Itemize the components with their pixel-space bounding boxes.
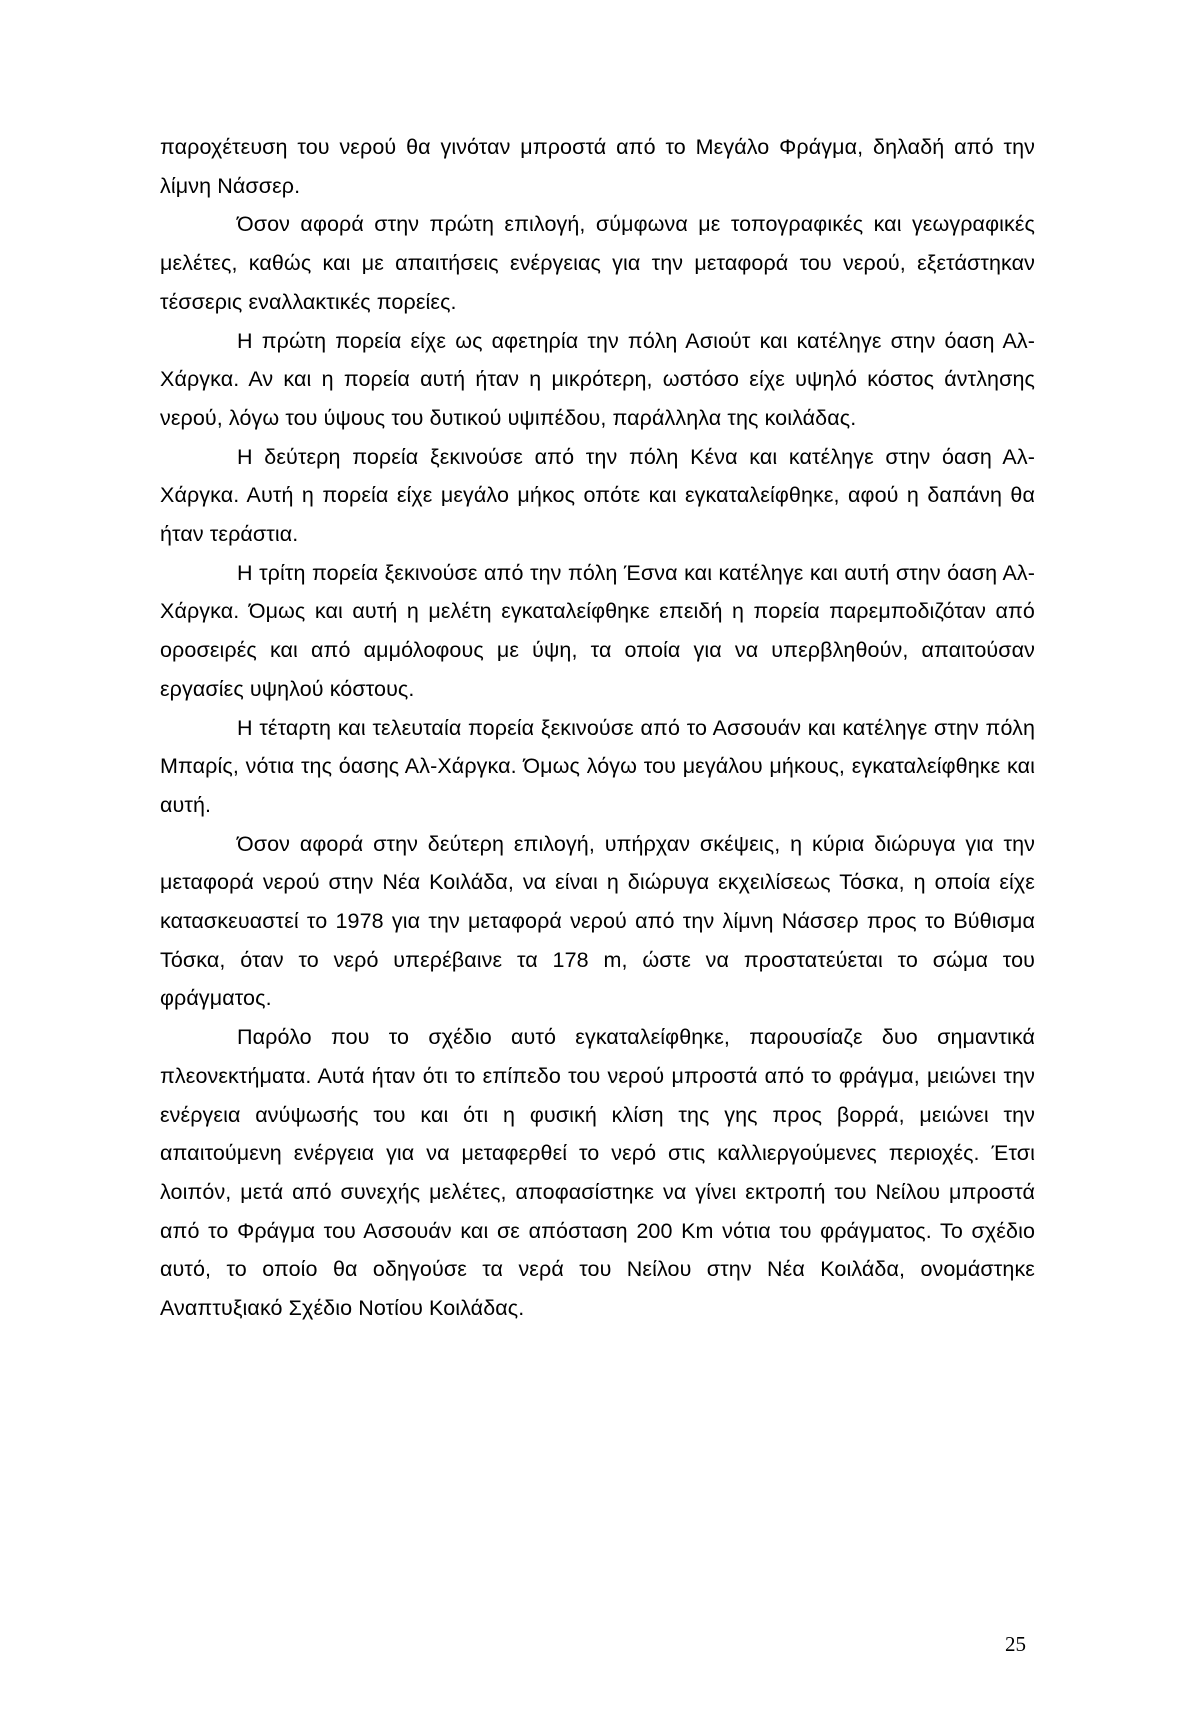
paragraph-2: Όσον αφορά στην πρώτη επιλογή, σύμφωνα με τοπογραφικές και γεωγραφικές μελέτες, καθώς και με απαιτήσεις ενέργειας για την μεταφορά του νερού, εξετάστηκαν τέσσερις εναλλακτικές πορείες. <box>160 212 1035 314</box>
paragraph-4: Η δεύτερη πορεία ξεκινούσε από την πόλη Κένα και κατέληγε στην όαση Αλ-Χάργκα. Αυτή η πορεία είχε μεγάλο μήκος οπότε και εγκαταλείφθηκε, αφού η δαπάνη θα ήταν τεράστια. <box>160 444 1035 547</box>
paragraph-3: Η πρώτη πορεία είχε ως αφετηρία την πόλη Ασιούτ και κατέληγε στην όαση Αλ-Χάργκα. Αν και η πορεία αυτή ήταν η μικρότερη, ωστόσο είχε υψηλό κόστος άντλησης νερού, λόγω του ύψους του δυτικού υψιπέδου, παράλληλα της κοιλάδας. <box>160 328 1035 430</box>
paragraph-6: Η τέταρτη και τελευταία πορεία ξεκινούσε από το Ασσουάν και κατέληγε στην πόλη Μπαρίς, νότια της όασης Αλ-Χάργκα. Όμως λόγω του μεγάλου μήκους, εγκαταλείφθηκε και αυτή. <box>160 715 1035 817</box>
paragraph-8: Παρόλο που το σχέδιο αυτό εγκαταλείφθηκε, παρουσίαζε δυο σημαντικά πλεονεκτήματα. Αυτά ήταν ότι το επίπεδο του νερού μπροστά από το φράγμα, μειώνει την ενέργεια ανύψωσής του και ότι η φυσική κλίση της γης προς βορρά, μειώνει την απαιτούμενη ενέργεια για να μεταφερθεί το νερό στις καλλιεργούμενες περιοχές. Έτσι λοιπόν, μετά από συνεχής μελέτες, αποφασίστηκε να γίνει εκτροπή του Νείλου μπροστά από το Φράγμα του Ασσουάν και σε απόσταση 200 Km νότια του φράγματος. Το σχέδιο αυτό, το οποίο θα οδηγούσε τα νερά του Νείλου στην Νέα Κοιλάδα, ονομάστηκε Αναπτυξιακό Σχέδιο Νοτίου Κοιλάδας. <box>160 1025 1035 1321</box>
paragraph-5: Η τρίτη πορεία ξεκινούσε από την πόλη Έσνα και κατέληγε και αυτή στην όαση Αλ-Χάργκα. Όμως και αυτή η μελέτη εγκαταλείφθηκε επειδή η πορεία παρεμποδιζόταν από οροσειρές και από αμμόλοφους με ύψη, τα οποία για να υπερβληθούν, απαιτούσαν εργασίες υψηλού κόστους. <box>160 560 1035 701</box>
paragraph-7: Όσον αφορά στην δεύτερη επιλογή, υπήρχαν σκέψεις, η κύρια διώρυγα για την μεταφορά νερού στην Νέα Κοιλάδα, να είναι η διώρυγα εκχειλίσεως Τόσκα, η οποία είχε κατασκευαστεί το 1978 για την μεταφορά νερού από την λίμνη Νάσσερ προς το Βύθισμα Τόσκα, όταν το νερό υπερέβαινε τα 178 m, ώστε να προστατεύεται το σώμα του φράγματος. <box>160 831 1035 1011</box>
paragraph-1: παροχέτευση του νερού θα γινόταν μπροστά από το Μεγάλο Φράγμα, δηλαδή από την λίμνη Νάσσερ. <box>160 135 1035 198</box>
page-number: 25 <box>1005 1632 1026 1656</box>
body-text <box>160 128 1035 1328</box>
